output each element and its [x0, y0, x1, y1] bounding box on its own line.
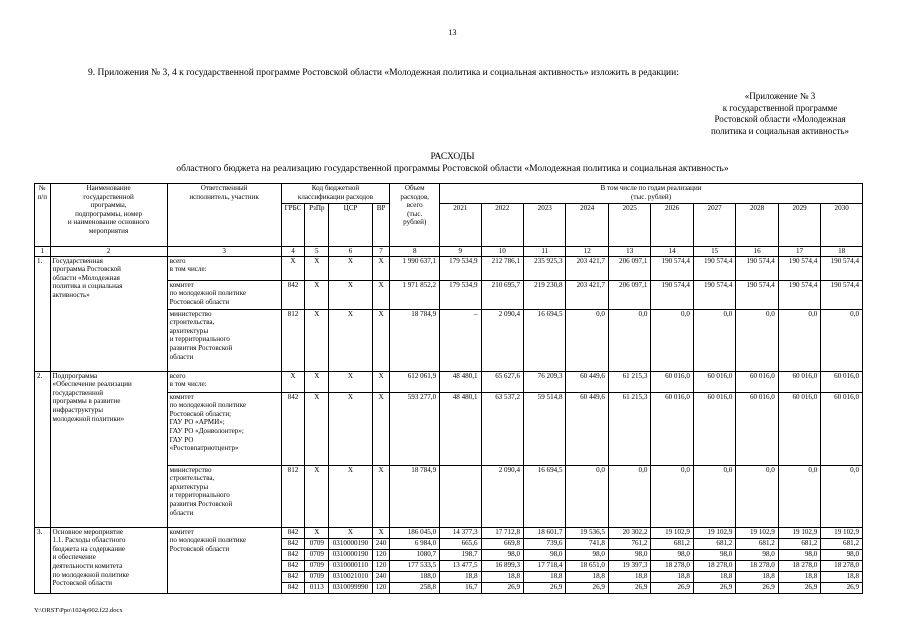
year-amount: 98,0 — [736, 549, 778, 560]
vr-code: Х — [372, 309, 390, 371]
executor: министерство строительства, архитектуры и территориального развития Ростовской области — [167, 465, 281, 527]
year-amount: – — [440, 309, 481, 371]
header-kbk-sub: ГРБС — [281, 204, 305, 247]
year-amount — [440, 465, 481, 527]
year-amount: 98,0 — [693, 549, 735, 560]
rzpr-code: Х — [305, 371, 329, 392]
year-amount: 190 574,4 — [736, 280, 778, 309]
appendix-caption — [660, 91, 900, 137]
rzpr-code: Х — [305, 309, 329, 371]
header-kbk-sub: ВР — [372, 204, 390, 247]
rzpr-code: Х — [305, 527, 329, 538]
rzpr-code: 0113 — [305, 582, 329, 593]
total-amount: 186 045,0 — [390, 527, 440, 538]
column-number: 10 — [481, 247, 523, 257]
total-amount: 612 061,9 — [390, 371, 440, 392]
year-amount: 19 102,9 — [693, 527, 735, 538]
year-amount: 190 574,4 — [821, 256, 863, 280]
header-kbk-sub: ЦСР — [329, 204, 373, 247]
appendix-line: Ростовской области «Молодежная — [714, 114, 846, 124]
year-amount: 18,8 — [651, 571, 693, 582]
header-num: № п/п — [35, 184, 51, 247]
year-amount: 210 695,7 — [481, 280, 523, 309]
year-amount: 669,8 — [481, 538, 523, 549]
vr-code: 240 — [372, 571, 390, 582]
document-title — [0, 152, 905, 175]
year-amount: 0,0 — [821, 465, 863, 527]
year-amount: 18,8 — [693, 571, 735, 582]
rzpr-code: 0709 — [305, 571, 329, 582]
grbs-code: 842 — [281, 538, 305, 549]
year-amount: 0,0 — [651, 465, 693, 527]
year-amount: 179 534,9 — [440, 256, 481, 280]
year-amount: 190 574,4 — [778, 256, 820, 280]
year-amount: 60 016,0 — [693, 371, 735, 392]
year-amount: 2 090,4 — [481, 465, 523, 527]
rzpr-code: Х — [305, 280, 329, 309]
rzpr-code: Х — [305, 392, 329, 465]
header-kbk-sub: РзПр — [305, 204, 329, 247]
header-year: 2024 — [566, 204, 608, 247]
year-amount: 98,0 — [481, 549, 523, 560]
year-amount: 18 651,0 — [566, 560, 608, 571]
total-amount: 177 533,5 — [390, 560, 440, 571]
grbs-code: 842 — [281, 582, 305, 593]
column-number: 11 — [524, 247, 566, 257]
year-amount: 60 016,0 — [736, 392, 778, 465]
year-amount: 13 477,5 — [440, 560, 481, 571]
year-amount: 681,2 — [651, 538, 693, 549]
year-amount: 203 421,7 — [566, 256, 608, 280]
total-amount: 188,0 — [390, 571, 440, 582]
year-amount: 18,8 — [736, 571, 778, 582]
year-amount: 26,9 — [778, 582, 820, 593]
program-name: Основное мероприятие 1.1. Расходы областного бюджета на содержание и обеспечение деятельности комитета по молодежной политике Ростовской области — [50, 527, 167, 593]
year-amount: 26,9 — [693, 582, 735, 593]
year-amount: 18,8 — [566, 571, 608, 582]
total-amount: 1 990 637,1 — [390, 256, 440, 280]
year-amount: 18,8 — [524, 571, 566, 582]
year-amount: 19 102,9 — [736, 527, 778, 538]
year-amount: 60 449,6 — [566, 371, 608, 392]
year-amount: 17 718,4 — [524, 560, 566, 571]
csr-code: Х — [329, 309, 373, 371]
year-amount: 98,0 — [651, 549, 693, 560]
column-number: 18 — [821, 247, 863, 257]
column-number: 15 — [693, 247, 735, 257]
year-amount: 681,2 — [821, 538, 863, 549]
column-number: 1 — [35, 247, 51, 257]
vr-code: 120 — [372, 582, 390, 593]
column-number: 6 — [329, 247, 373, 257]
csr-code: Х — [329, 527, 373, 538]
year-amount: 19 102,9 — [821, 527, 863, 538]
vr-code: Х — [372, 280, 390, 309]
year-amount: 206 097,1 — [608, 280, 650, 309]
column-number: 4 — [281, 247, 305, 257]
grbs-code: Х — [281, 371, 305, 392]
year-amount: 60 016,0 — [821, 371, 863, 392]
header-by-years: В том числе по годам реализации (тыс. рублей) — [440, 184, 863, 204]
year-amount: 0,0 — [608, 465, 650, 527]
header-volume: Объем расходов, всего (тыс. рублей) — [390, 184, 440, 247]
rzpr-code: 0709 — [305, 549, 329, 560]
year-amount: 203 421,7 — [566, 280, 608, 309]
year-amount: 26,9 — [481, 582, 523, 593]
total-amount: 258,8 — [390, 582, 440, 593]
rzpr-code: Х — [305, 256, 329, 280]
year-amount: 19 536,5 — [566, 527, 608, 538]
grbs-code: 842 — [281, 549, 305, 560]
year-amount: 26,9 — [651, 582, 693, 593]
executor: комитет по молодежной политике Ростовской области — [167, 280, 281, 309]
header-year: 2027 — [693, 204, 735, 247]
year-amount: 18,8 — [821, 571, 863, 582]
csr-code: 0310000110 — [329, 560, 373, 571]
csr-code: Х — [329, 371, 373, 392]
column-number: 5 — [305, 247, 329, 257]
year-amount: 48 480,1 — [440, 392, 481, 465]
year-amount: 60 449,6 — [566, 392, 608, 465]
year-amount: 681,2 — [778, 538, 820, 549]
column-number: 8 — [390, 247, 440, 257]
grbs-code: 842 — [281, 280, 305, 309]
grbs-code: Х — [281, 256, 305, 280]
total-amount: 18 784,9 — [390, 465, 440, 527]
year-amount: 212 786,1 — [481, 256, 523, 280]
csr-code: 0310000190 — [329, 538, 373, 549]
column-number: 9 — [440, 247, 481, 257]
year-amount: 60 016,0 — [778, 392, 820, 465]
year-amount: 16 694,5 — [524, 309, 566, 371]
year-amount: 190 574,4 — [693, 280, 735, 309]
year-amount: 190 574,4 — [651, 256, 693, 280]
year-amount: 0,0 — [566, 465, 608, 527]
year-amount: 190 574,4 — [821, 280, 863, 309]
year-amount: 665,6 — [440, 538, 481, 549]
year-amount: 190 574,4 — [651, 280, 693, 309]
row-number: 1. — [35, 256, 51, 371]
year-amount: 60 016,0 — [736, 371, 778, 392]
row-number: 2. — [35, 371, 51, 527]
column-number: 2 — [50, 247, 167, 257]
grbs-code: 842 — [281, 392, 305, 465]
rzpr-code: 0709 — [305, 538, 329, 549]
year-amount: 2 090,4 — [481, 309, 523, 371]
executor: всего в том числе: — [167, 371, 281, 392]
appendix-line: «Приложение № 3 — [744, 91, 816, 101]
rzpr-code: 0709 — [305, 560, 329, 571]
csr-code: 0310021010 — [329, 571, 373, 582]
year-amount: 18 278,0 — [651, 560, 693, 571]
column-number: 17 — [778, 247, 820, 257]
table-row — [35, 527, 863, 538]
header-year: 2025 — [608, 204, 650, 247]
total-amount: 1080,7 — [390, 549, 440, 560]
rzpr-code: Х — [305, 465, 329, 527]
year-amount: 18 601,7 — [524, 527, 566, 538]
header-year: 2026 — [651, 204, 693, 247]
column-number: 13 — [608, 247, 650, 257]
table-row — [35, 371, 863, 392]
header-year: 2022 — [481, 204, 523, 247]
column-number: 7 — [372, 247, 390, 257]
vr-code: Х — [372, 465, 390, 527]
year-amount: 26,9 — [608, 582, 650, 593]
year-amount: 60 016,0 — [651, 392, 693, 465]
vr-code: Х — [372, 256, 390, 280]
header-name: Наименование государственной программы, подпрограммы, номер и наименование основного мероприятия — [50, 184, 167, 247]
year-amount: 98,0 — [566, 549, 608, 560]
vr-code: Х — [372, 527, 390, 538]
header-year: 2029 — [778, 204, 820, 247]
year-amount: 0,0 — [736, 465, 778, 527]
row-number: 3. — [35, 527, 51, 593]
header-executor: Ответственный исполнитель, участник — [167, 184, 281, 247]
executor: министерство строительства, архитектуры и территориального развития Ростовской области — [167, 309, 281, 371]
year-amount: 63 537,2 — [481, 392, 523, 465]
header-year: 2023 — [524, 204, 566, 247]
vr-code: Х — [372, 371, 390, 392]
executor: комитет по молодежной политике Ростовской области; ГАУ РО «АРМИ»; ГАУ РО «Донволонтер»; ГАУ РО «Ростовпатриотцентр» — [167, 392, 281, 465]
year-amount: 198,7 — [440, 549, 481, 560]
year-amount: 65 627,6 — [481, 371, 523, 392]
vr-code: Х — [372, 392, 390, 465]
intro-paragraph: 9. Приложения № 3, 4 к государственной программе Ростовской области «Молодежная политика и социальная активность» изложить в редакции: — [88, 68, 679, 78]
appendix-line: политика и социальная активность» — [710, 125, 850, 136]
year-amount: 18 278,0 — [736, 560, 778, 571]
year-amount: 681,2 — [736, 538, 778, 549]
grbs-code: 842 — [281, 571, 305, 582]
year-amount: 0,0 — [821, 309, 863, 371]
year-amount: 26,9 — [821, 582, 863, 593]
year-amount: 98,0 — [524, 549, 566, 560]
executor: комитет по молодежной политике Ростовской области — [167, 527, 281, 593]
header-year: 2021 — [440, 204, 481, 247]
year-amount: 98,0 — [778, 549, 820, 560]
program-name: Подпрограмма «Обеспечение реализации государственной программы в развитие инфраструктуры молодежной политики» — [50, 371, 167, 527]
csr-code: 0310099990 — [329, 582, 373, 593]
year-amount: 14 377,3 — [440, 527, 481, 538]
grbs-code: 812 — [281, 465, 305, 527]
year-amount: 98,0 — [821, 549, 863, 560]
year-amount: 190 574,4 — [693, 256, 735, 280]
total-amount: 18 784,9 — [390, 309, 440, 371]
year-amount: 18 278,0 — [821, 560, 863, 571]
year-amount: 59 514,8 — [524, 392, 566, 465]
total-amount: 593 277,0 — [390, 392, 440, 465]
column-number: 14 — [651, 247, 693, 257]
total-amount: 1 971 852,2 — [390, 280, 440, 309]
year-amount: 76 209,3 — [524, 371, 566, 392]
grbs-code: 812 — [281, 309, 305, 371]
year-amount: 190 574,4 — [778, 280, 820, 309]
table-row — [35, 256, 863, 280]
year-amount: 18 278,0 — [693, 560, 735, 571]
year-amount: 0,0 — [778, 465, 820, 527]
vr-code: 120 — [372, 549, 390, 560]
year-amount: 19 102,9 — [778, 527, 820, 538]
page-number: 13 — [448, 28, 457, 37]
year-amount: 60 016,0 — [821, 392, 863, 465]
year-amount: 60 016,0 — [651, 371, 693, 392]
file-path-footer: Y:\ORST\Ppo\1024p902.f22.docx — [34, 607, 123, 614]
year-amount: 18,8 — [778, 571, 820, 582]
executor: всего в том числе: — [167, 256, 281, 280]
header-kbk: Код бюджетной классификации расходов — [281, 184, 390, 204]
year-amount: 26,9 — [566, 582, 608, 593]
year-amount: 0,0 — [608, 309, 650, 371]
year-amount: 19 102,9 — [651, 527, 693, 538]
year-amount: 0,0 — [736, 309, 778, 371]
year-amount: 18,8 — [440, 571, 481, 582]
header-year: 2030 — [821, 204, 863, 247]
year-amount: 741,8 — [566, 538, 608, 549]
year-amount: 219 230,8 — [524, 280, 566, 309]
year-amount: 16 899,3 — [481, 560, 523, 571]
total-amount: 6 984,0 — [390, 538, 440, 549]
year-amount: 20 302,2 — [608, 527, 650, 538]
year-amount: 0,0 — [651, 309, 693, 371]
title-line: РАСХОДЫ — [430, 152, 475, 162]
year-amount: 48 480,1 — [440, 371, 481, 392]
year-amount: 26,9 — [736, 582, 778, 593]
year-amount: 98,0 — [608, 549, 650, 560]
year-amount: 739,6 — [524, 538, 566, 549]
vr-code: 120 — [372, 560, 390, 571]
year-amount: 179 534,9 — [440, 280, 481, 309]
year-amount: 761,2 — [608, 538, 650, 549]
year-amount: 16,7 — [440, 582, 481, 593]
year-amount: 26,9 — [524, 582, 566, 593]
year-amount: 18,8 — [608, 571, 650, 582]
year-amount: 0,0 — [693, 465, 735, 527]
csr-code: Х — [329, 392, 373, 465]
csr-code: Х — [329, 465, 373, 527]
expenditure-table — [34, 183, 863, 594]
title-line: областного бюджета на реализацию государственной программы Ростовской области «Молодежная политика и социальная активность» — [176, 163, 729, 174]
column-number: 12 — [566, 247, 608, 257]
header-year: 2028 — [736, 204, 778, 247]
year-amount: 61 215,3 — [608, 371, 650, 392]
appendix-line: к государственной программе — [722, 102, 838, 113]
year-amount: 60 016,0 — [693, 392, 735, 465]
year-amount: 17 712,8 — [481, 527, 523, 538]
year-amount: 0,0 — [778, 309, 820, 371]
year-amount: 206 097,1 — [608, 256, 650, 280]
grbs-code: 842 — [281, 560, 305, 571]
vr-code: 240 — [372, 538, 390, 549]
year-amount: 61 215,3 — [608, 392, 650, 465]
column-number: 16 — [736, 247, 778, 257]
year-amount: 235 925,3 — [524, 256, 566, 280]
grbs-code: 842 — [281, 527, 305, 538]
year-amount: 681,2 — [693, 538, 735, 549]
year-amount: 16 694,5 — [524, 465, 566, 527]
csr-code: 0310000190 — [329, 549, 373, 560]
program-name: Государственная программа Ростовской области «Молодежная политика и социальная активность» — [50, 256, 167, 371]
year-amount: 18 278,0 — [778, 560, 820, 571]
year-amount: 18,8 — [481, 571, 523, 582]
csr-code: Х — [329, 256, 373, 280]
year-amount: 0,0 — [566, 309, 608, 371]
column-number: 3 — [167, 247, 281, 257]
year-amount: 19 397,3 — [608, 560, 650, 571]
year-amount: 60 016,0 — [778, 371, 820, 392]
year-amount: 0,0 — [693, 309, 735, 371]
csr-code: Х — [329, 280, 373, 309]
year-amount: 190 574,4 — [736, 256, 778, 280]
